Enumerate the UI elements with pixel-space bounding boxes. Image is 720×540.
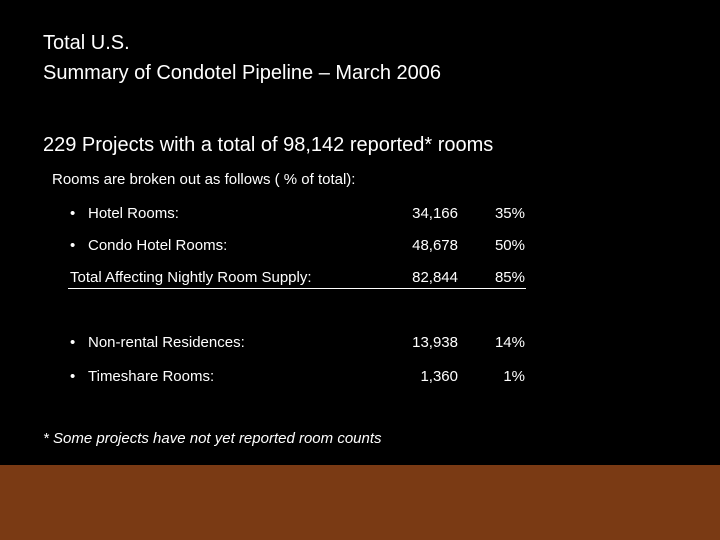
room-row-condo-hotel — [0, 235, 720, 257]
row-label — [70, 267, 312, 289]
row-value: 82,844 — [412, 269, 458, 286]
row-label-text: Non-rental Residences: — [88, 334, 245, 351]
row-label — [70, 332, 245, 354]
room-row-timeshare — [0, 366, 720, 388]
row-value: 34,166 — [412, 205, 458, 222]
room-row-total-nightly — [0, 267, 720, 289]
row-value: 13,938 — [412, 334, 458, 351]
row-percent: 85% — [494, 269, 525, 286]
row-percent: 1% — [503, 368, 525, 385]
row-value: 48,678 — [412, 237, 458, 254]
row-label — [70, 203, 179, 225]
slide-title — [43, 28, 441, 88]
breakdown-subhead: Rooms are broken out as follows ( % of total): — [52, 171, 356, 188]
footnote: * Some projects have not yet reported room counts — [43, 430, 382, 447]
row-label — [70, 235, 227, 257]
bullet-icon: • — [70, 334, 76, 351]
room-row-non-rental — [0, 332, 720, 354]
row-label — [70, 366, 214, 388]
footer-band — [0, 465, 720, 540]
row-percent: 50% — [494, 237, 525, 254]
projects-summary-headline: 229 Projects with a total of 98,142 reported* rooms — [43, 134, 494, 156]
row-percent: 35% — [494, 205, 525, 222]
row-label-text: Hotel Rooms: — [88, 205, 179, 222]
bullet-icon: • — [70, 205, 76, 222]
title-line-1: Total U.S. — [43, 32, 130, 54]
row-label-text: Total Affecting Nightly Room Supply: — [70, 269, 312, 286]
bullet-icon: • — [70, 368, 76, 385]
room-row-hotel — [0, 203, 720, 225]
row-percent: 14% — [494, 334, 525, 351]
total-underline — [68, 288, 526, 289]
title-line-2: Summary of Condotel Pipeline – March 2006 — [43, 62, 441, 84]
row-label-text: Condo Hotel Rooms: — [88, 237, 228, 254]
row-label-text: Timeshare Rooms: — [88, 368, 215, 385]
row-value: 1,360 — [420, 368, 458, 385]
bullet-icon: • — [70, 237, 76, 254]
